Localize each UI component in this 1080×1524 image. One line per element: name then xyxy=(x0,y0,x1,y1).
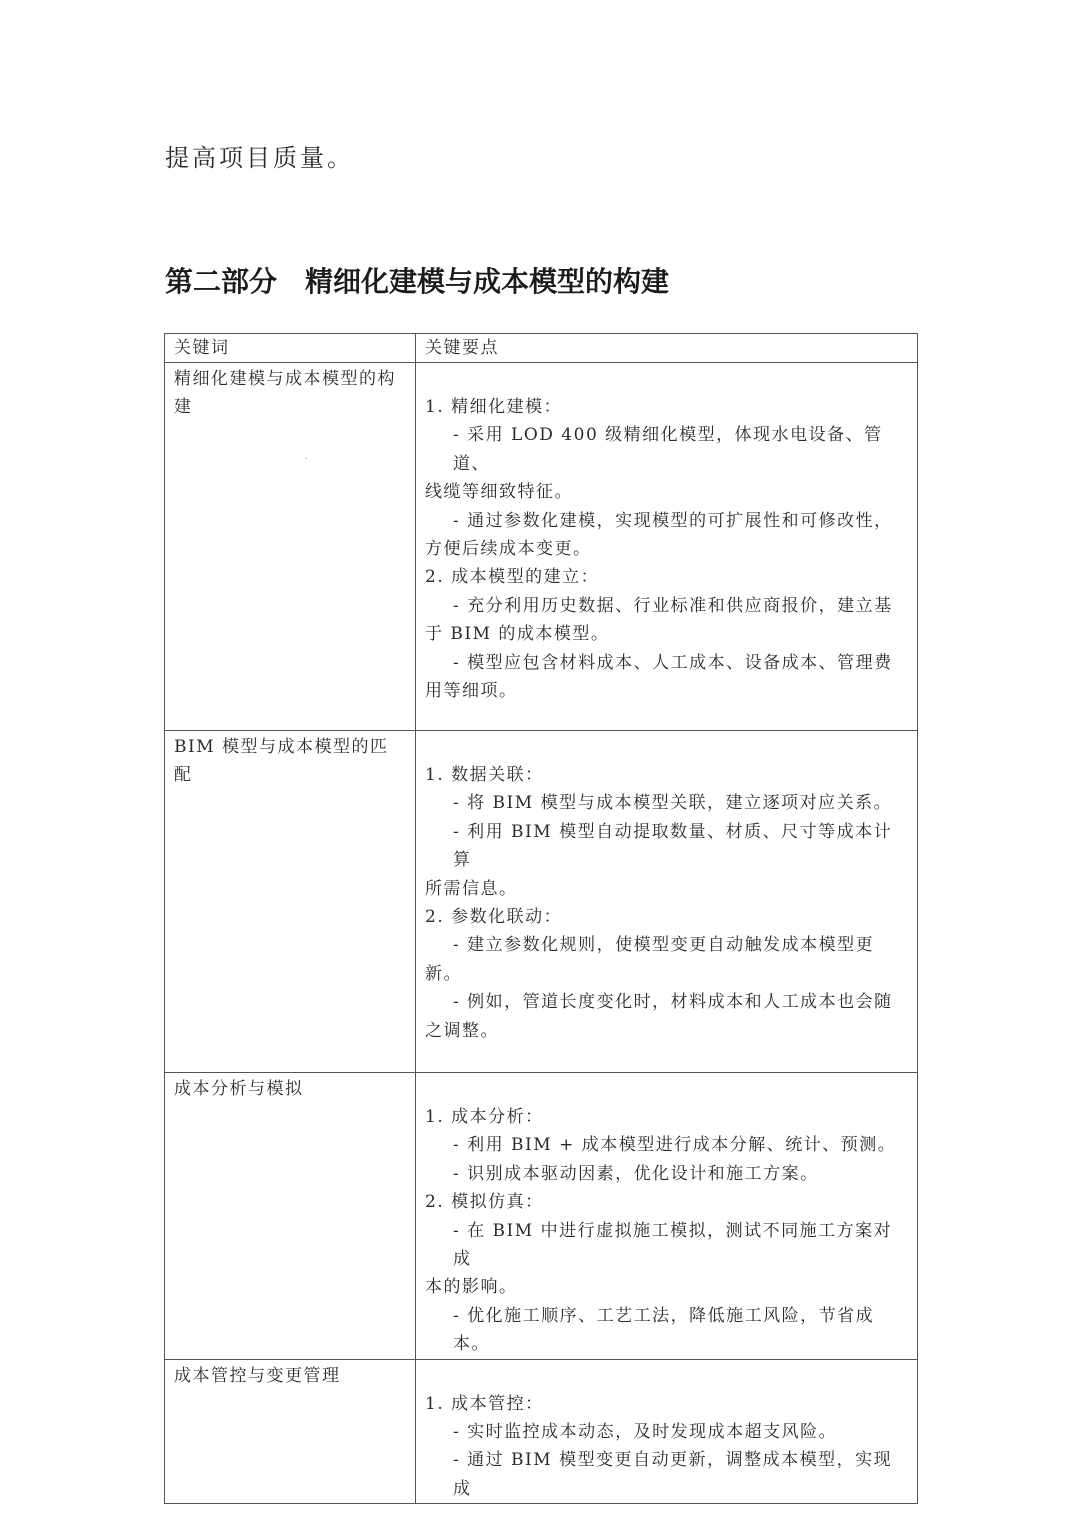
key-points-cell xyxy=(416,1359,918,1504)
point-line: - 在 BIM 中进行虚拟施工模拟，测试不同施工方案对成 xyxy=(453,1220,893,1270)
point-line: 线缆等细致特征。 xyxy=(425,482,573,503)
point-line: - 利用 BIM + 成本模型进行成本分解、统计、预测。 xyxy=(453,1135,897,1156)
point-line: - 通过 BIM 模型变更自动更新，调整成本模型，实现成 xyxy=(453,1450,893,1499)
point-line: 方便后续成本变更。 xyxy=(425,539,592,560)
point-heading: 2. 模拟仿真： xyxy=(425,1192,544,1213)
point-line: - 优化施工顺序、工艺工法，降低施工风险，节省成本。 xyxy=(453,1305,875,1355)
scan-speck xyxy=(305,458,307,459)
point-line: - 将 BIM 模型与成本模型关联，建立逐项对应关系。 xyxy=(453,793,893,814)
table-row xyxy=(165,731,918,1073)
table-header-row xyxy=(165,334,918,363)
header-keyword: 关键词 xyxy=(165,334,416,363)
header-key-points: 关键要点 xyxy=(416,334,918,363)
key-points-cell xyxy=(416,1073,918,1360)
point-heading: 2. 成本模型的建立： xyxy=(425,567,600,588)
point-heading: 2. 参数化联动： xyxy=(425,907,563,928)
key-points-table xyxy=(164,333,918,1504)
key-points-cell xyxy=(416,363,918,731)
section-title: 第二部分 精细化建模与成本模型的构建 xyxy=(165,265,670,298)
point-line: 之调整。 xyxy=(425,1020,499,1041)
point-line: 于 BIM 的成本模型。 xyxy=(425,624,610,645)
point-line: - 充分利用历史数据、行业标准和供应商报价，建立基 xyxy=(453,595,893,616)
table-row xyxy=(165,1359,918,1504)
keyword-cell: 成本管控与变更管理 xyxy=(165,1359,416,1504)
keyword-cell: 精细化建模与成本模型的构建 xyxy=(165,363,416,731)
point-line: - 实时监控成本动态，及时发现成本超支风险。 xyxy=(453,1422,838,1443)
point-line: 用等细项。 xyxy=(425,681,518,702)
point-line: - 利用 BIM 模型自动提取数量、材质、尺寸等成本计算 xyxy=(453,821,893,871)
point-line: - 例如，管道长度变化时，材料成本和人工成本也会随 xyxy=(453,992,893,1013)
table-row xyxy=(165,1073,918,1360)
point-heading: 1. 精细化建模： xyxy=(425,397,563,417)
table-row xyxy=(165,363,918,731)
point-heading: 1. 成本分析： xyxy=(425,1107,544,1127)
point-line: 本的影响。 xyxy=(425,1277,518,1298)
keyword-cell: BIM 模型与成本模型的匹配 xyxy=(165,731,416,1073)
point-line: - 识别成本驱动因素，优化设计和施工方案。 xyxy=(453,1163,819,1184)
point-line: - 模型应包含材料成本、人工成本、设备成本、管理费 xyxy=(453,652,893,673)
point-line: 新。 xyxy=(425,963,462,984)
point-line: - 通过参数化建模，实现模型的可扩展性和可修改性， xyxy=(453,510,893,531)
point-line: - 采用 LOD 400 级精细化模型，体现水电设备、管道、 xyxy=(453,425,883,474)
keyword-cell: 成本分析与模拟 xyxy=(165,1073,416,1360)
point-heading: 1. 成本管控： xyxy=(425,1393,544,1414)
intro-text: 提高项目质量。 xyxy=(165,144,354,172)
key-points-cell xyxy=(416,731,918,1073)
point-line: 所需信息。 xyxy=(425,878,518,899)
point-line: - 建立参数化规则，使模型变更自动触发成本模型更 xyxy=(453,935,875,956)
point-heading: 1. 数据关联： xyxy=(425,765,544,785)
